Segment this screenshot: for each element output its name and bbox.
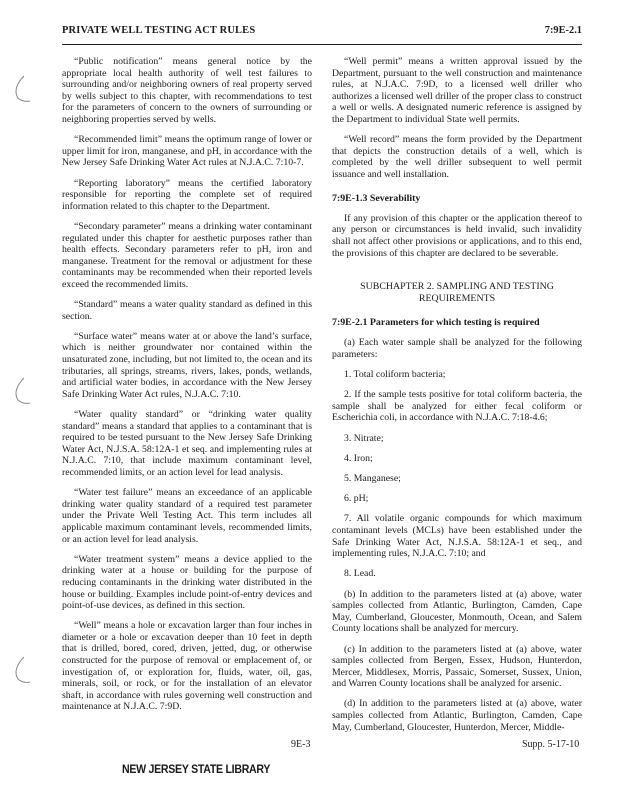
binding-mark-icon xyxy=(10,655,32,685)
binding-mark-icon xyxy=(10,376,32,406)
running-header xyxy=(62,22,582,45)
binding-mark-icon xyxy=(10,74,32,104)
subchapter-heading-line: SUBCHAPTER 2. SAMPLING AND TESTING xyxy=(360,281,554,293)
list-item: 1. Total coliform bacteria; xyxy=(344,369,446,381)
parameters-intro: (a) Each water sample shall be analyzed for the following parameters: xyxy=(332,337,582,360)
list-item: 8. Lead. xyxy=(344,568,376,580)
list-item: 6. pH; xyxy=(344,493,369,505)
subsection-paragraph: (b) In addition to the parameters listed at (a) above, water samples collected from Atlantic, Burlington, Camden, Cape May, Cumberland, Gloucester, Monmouth, Ocean, and Salem County locations shall be analyzed for mercury. xyxy=(332,588,582,635)
section-heading-parameters: 7:9E-2.1 Parameters for which testing is required xyxy=(332,317,540,329)
severability-text: If any provision of this chapter or the application thereof to any person or circumstances is held invalid, such invalidity shall not affect other provisions or applications, and to this end, the provisions of this chapter are declared to be severable. xyxy=(332,212,582,259)
definition-paragraph: “Well record” means the form provided by the Department that depicts the construction details of a well, which is completed by the well driller subsequent to well permit issuance and well installation. xyxy=(332,134,582,180)
definition-paragraph: “Water treatment system” means a device applied to the drinking water at a house or building for the purpose of reducing contaminants in the drinking water distributed in the house or building. Examples include point-of-entry devices and point-of-use devices, as defined in this section. xyxy=(62,553,312,612)
section-heading-severability: 7:9E-1.3 Severability xyxy=(332,192,421,204)
list-item: 5. Manganese; xyxy=(344,473,401,484)
subchapter-heading-line: REQUIREMENTS xyxy=(418,293,496,305)
running-header-section: 7:9E-2.1 xyxy=(544,25,582,36)
page-number: 9E-3 xyxy=(291,739,311,750)
definition-paragraph: “Water test failure” means an exceedance of an applicable drinking water quality standard of a required test parameter under the Private Well Testing Act. This term includes all applicable maximum contaminant levels, recommended limits, or an action level for lead analysis. xyxy=(62,487,312,545)
definition-paragraph: “Water quality standard” or “drinking water quality standard” means a standard that applies to a contaminant that is required to be tested pursuant to the New Jersey Safe Drinking Water Act, N.J.S.A. 58:12A-1 et seq. and implementing rules at N.J.A.C. 7:10, that include maximum contaminant level, recommended limits, or an action level for lead analysis. xyxy=(62,409,312,478)
definition-paragraph: “Well permit” means a written approval issued by the Department, pursuant to the well construction and maintenance rules, at N.J.A.C. 7:9D, to a licensed well driller who authorizes a licensed well driller of the proper class to construct a well or wells. A designated numeric reference is assigned by the Department to individual State well permits. xyxy=(332,56,582,125)
definition-paragraph: “Standard” means a water quality standard as defined in this section. xyxy=(62,299,312,322)
list-item: 4. Iron; xyxy=(344,452,373,464)
subchapter-heading xyxy=(332,281,582,305)
list-item: 7. All volatile organic compounds for which maximum contaminant levels (MCLs) have been established under the Safe Drinking Water Act, N.J.S.A. 58:12A-1 et seq., and implementing rules, N.J.A.C. 7:10; and xyxy=(332,513,582,560)
definition-paragraph: “Reporting laboratory” means the certified laboratory responsible for reporting the complete set of required information related to this chapter to the Department. xyxy=(62,177,312,212)
library-stamp: NEW JERSEY STATE LIBRARY xyxy=(122,764,271,776)
definition-paragraph: “Well” means a hole or excavation larger than four inches in diameter or a hole or excavation deeper than 10 feet in depth that is drilled, bored, cored, driven, jetted, dug, or otherwise constructed for the purpose of removal or emplacement of, or investigation of, or exploration for, fluids, water, oil, gas, minerals, soil, or rock, or for the installation of an elevator shaft, in accordance with rules governing well construction and maintenance at N.J.A.C. 7:9D. xyxy=(62,620,312,713)
subsection-paragraph: (d) In addition to the parameters listed at (a) above, water samples collected from Atlantic, Burlington, Camden, Cape May, Cumberland, Gloucester, Hunterdon, Mercer, Middle- xyxy=(332,698,582,733)
right-column xyxy=(332,56,582,742)
running-header-title: PRIVATE WELL TESTING ACT RULES xyxy=(62,25,256,36)
definition-paragraph: “Recommended limit” means the optimum range of lower or upper limit for iron, manganese, and pH, in accordance with the New Jersey Safe Drinking Water Act rules at N.J.A.C. 7:10-7. xyxy=(62,134,312,169)
list-item: 2. If the sample tests positive for total coliform bacteria, the sample shall be analyzed for either fecal coliform or Escherichia coli, in accordance with N.J.A.C. 7:18-4.6; xyxy=(332,389,582,424)
subsection-paragraph: (c) In addition to the parameters listed at (a) above, water samples collected from Bergen, Essex, Hudson, Hunterdon, Mercer, Middlesex, Morris, Passaic, Somerset, Sussex, Union, and Warren County locations shall be analyzed for arsenic. xyxy=(332,643,582,690)
supplement-date: Supp. 5-17-10 xyxy=(522,739,580,750)
left-column xyxy=(62,56,312,722)
definition-paragraph: “Secondary parameter” means a drinking water contaminant regulated under this chapter for aesthetic purposes rather than health effects. Secondary parameters refer to pH, iron and manganese. Treatment for the removal or adjustment for these contaminants may be recommended when their reported levels exceed the recommended limits. xyxy=(62,220,312,290)
definition-paragraph: “Surface water” means water at or above the land’s surface, which is neither groundwater nor contained within the unsaturated zone, including, but not limited to, the ocean and its tributaries, all springs, streams, rivers, lakes, ponds, wetlands, and artificial water bodies, in accordance with the New Jersey Safe Drinking Water Act rules, N.J.A.C. 7:10. xyxy=(62,330,312,400)
definition-paragraph: “Public notification” means general notice by the appropriate local health authority of well test failures to surrounding and/or neighboring owners of real property served by wells subject to this chapter, with recommendations to test for the parameters of concern to the owners of surrounding or neighboring properties served by wells. xyxy=(62,56,312,125)
list-item: 3. Nitrate; xyxy=(344,432,384,444)
